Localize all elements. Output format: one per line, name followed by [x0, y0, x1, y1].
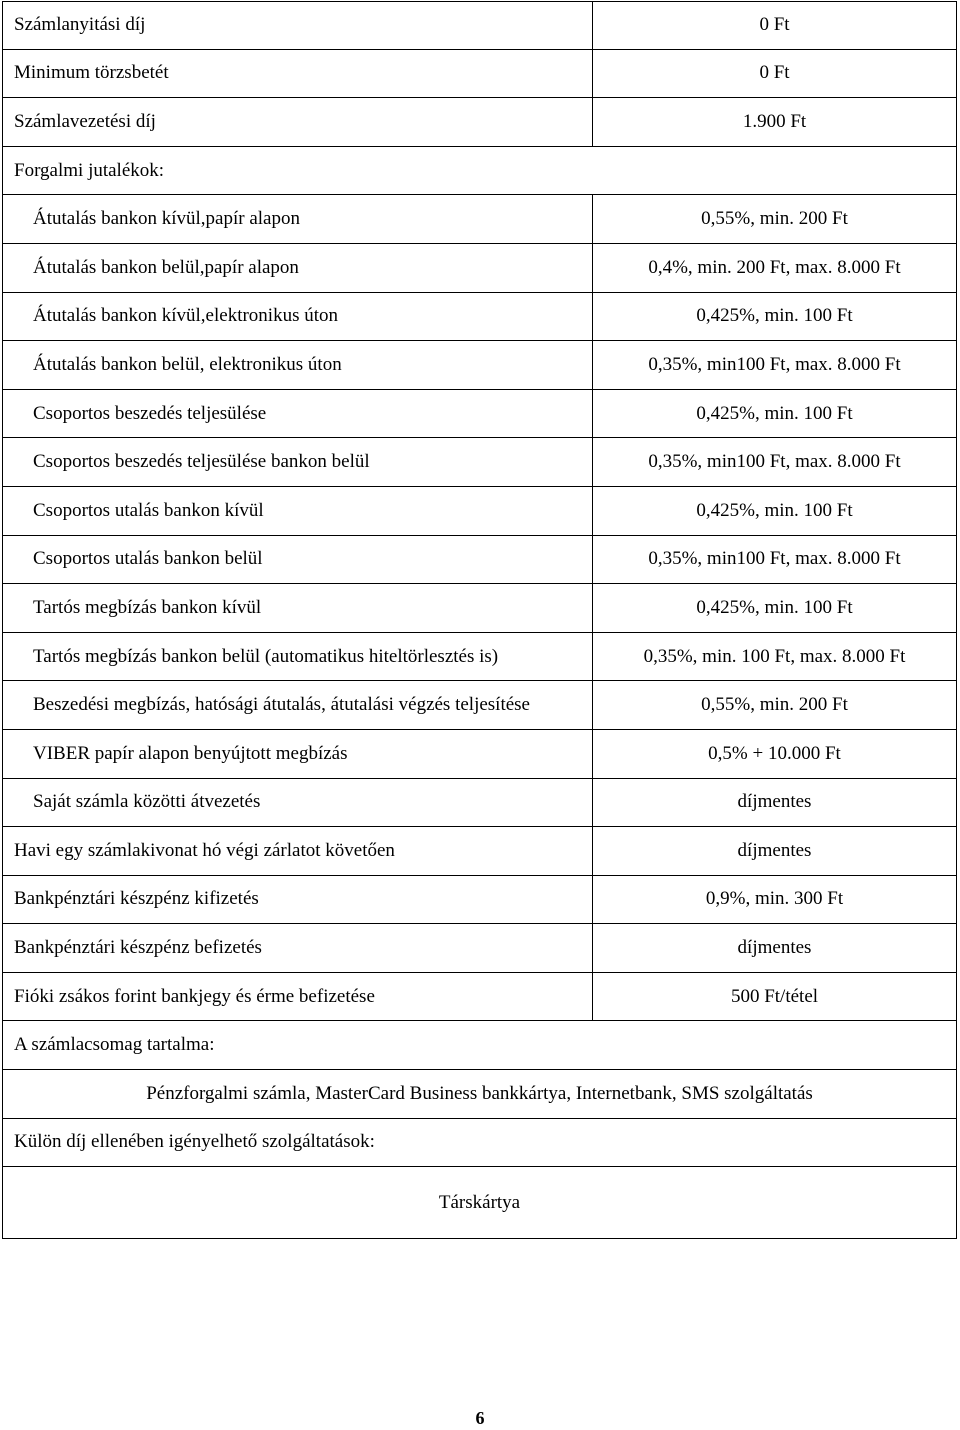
fee-label: Csoportos beszedés teljesülése bankon belül [33, 451, 370, 473]
fee-value: 0,4%, min. 200 Ft, max. 8.000 Ft [592, 244, 956, 292]
table-row [2, 730, 957, 779]
page-number: 6 [475, 1408, 485, 1428]
package-content: Pénzforgalmi számla, MasterCard Business bankkártya, Internetbank, SMS szolgáltatás [146, 1082, 813, 1104]
fee-label: Saját számla közötti átvezetés [33, 791, 261, 813]
table-row [2, 293, 957, 342]
fee-value: 0,35%, min. 100 Ft, max. 8.000 Ft [592, 633, 956, 681]
fee-label: Csoportos utalás bankon belül [33, 548, 263, 570]
fee-value: díjmentes [592, 924, 956, 972]
fee-value: díjmentes [592, 779, 956, 827]
fee-label: Tartós megbízás bankon kívül [33, 596, 262, 618]
table-row [2, 341, 957, 390]
fee-value: 0,425%, min. 100 Ft [592, 390, 956, 438]
extra-title-row [2, 1119, 957, 1168]
fee-value: 0 Ft [592, 50, 956, 98]
fee-label: Átutalás bankon belül,papír alapon [33, 256, 299, 278]
table-row [2, 973, 957, 1022]
table-row [2, 244, 957, 293]
fee-value: 0 Ft [592, 2, 956, 49]
fee-label: Fióki zsákos forint bankjegy és érme befizetése [14, 985, 375, 1007]
section-heading: Forgalmi jutalékok: [14, 159, 165, 181]
fee-label: Tartós megbízás bankon belül (automatikus hiteltörlesztés is) [33, 645, 499, 667]
fee-label: Bankpénztári készpénz befizetés [14, 937, 262, 959]
fee-value: 0,425%, min. 100 Ft [592, 293, 956, 341]
package-title: A számlacsomag tartalma: [14, 1034, 215, 1056]
fee-label: Számlanyitási díj [14, 14, 146, 36]
table-row [2, 487, 957, 536]
table-row [2, 98, 957, 147]
fee-label: Bankpénztári készpénz kifizetés [14, 888, 259, 910]
fee-label: VIBER papír alapon benyújtott megbízás [33, 742, 348, 764]
table-row [2, 438, 957, 487]
package-content-row [2, 1070, 957, 1119]
fee-value: 0,5% + 10.000 Ft [592, 730, 956, 778]
fee-table [2, 1, 957, 1239]
table-row [2, 50, 957, 99]
fee-value: 0,35%, min100 Ft, max. 8.000 Ft [592, 536, 956, 584]
fee-value: 1.900 Ft [592, 98, 956, 146]
table-row [2, 681, 957, 730]
fee-label: Átutalás bankon kívül,papír alapon [33, 208, 300, 230]
fee-value: 0,55%, min. 200 Ft [592, 681, 956, 729]
section-header-row [2, 147, 957, 196]
fee-label: Minimum törzsbetét [14, 62, 169, 84]
fee-label: Számlavezetési díj [14, 110, 156, 132]
table-row [2, 536, 957, 585]
fee-label: Csoportos utalás bankon kívül [33, 499, 264, 521]
fee-label: Havi egy számlakivonat hó végi zárlatot követően [14, 839, 395, 861]
fee-label: Csoportos beszedés teljesülése [33, 402, 267, 424]
fee-value: 0,35%, min100 Ft, max. 8.000 Ft [592, 438, 956, 486]
table-row [2, 779, 957, 828]
package-title-row [2, 1021, 957, 1070]
table-row [2, 390, 957, 439]
table-row [2, 1, 957, 50]
table-row [2, 924, 957, 973]
fee-value: 0,55%, min. 200 Ft [592, 195, 956, 243]
fee-value: 0,35%, min100 Ft, max. 8.000 Ft [592, 341, 956, 389]
fee-value: 0,425%, min. 100 Ft [592, 487, 956, 535]
extra-services-content: Társkártya [438, 1191, 521, 1213]
table-row [2, 633, 957, 682]
table-row [2, 584, 957, 633]
fee-label: Átutalás bankon kívül,elektronikus úton [33, 305, 339, 327]
fee-label: Átutalás bankon belül, elektronikus úton [33, 353, 342, 375]
extra-services-title: Külön díj ellenében igényelhető szolgáltatások: [14, 1131, 375, 1153]
table-row [2, 195, 957, 244]
fee-value: díjmentes [592, 827, 956, 875]
extra-content-row [2, 1167, 957, 1239]
table-row [2, 827, 957, 876]
fee-value: 0,9%, min. 300 Ft [592, 876, 956, 924]
table-row [2, 876, 957, 925]
fee-label: Beszedési megbízás, hatósági átutalás, átutalási végzés teljesítése [33, 694, 530, 716]
fee-value: 500 Ft/tétel [592, 973, 956, 1021]
fee-value: 0,425%, min. 100 Ft [592, 584, 956, 632]
